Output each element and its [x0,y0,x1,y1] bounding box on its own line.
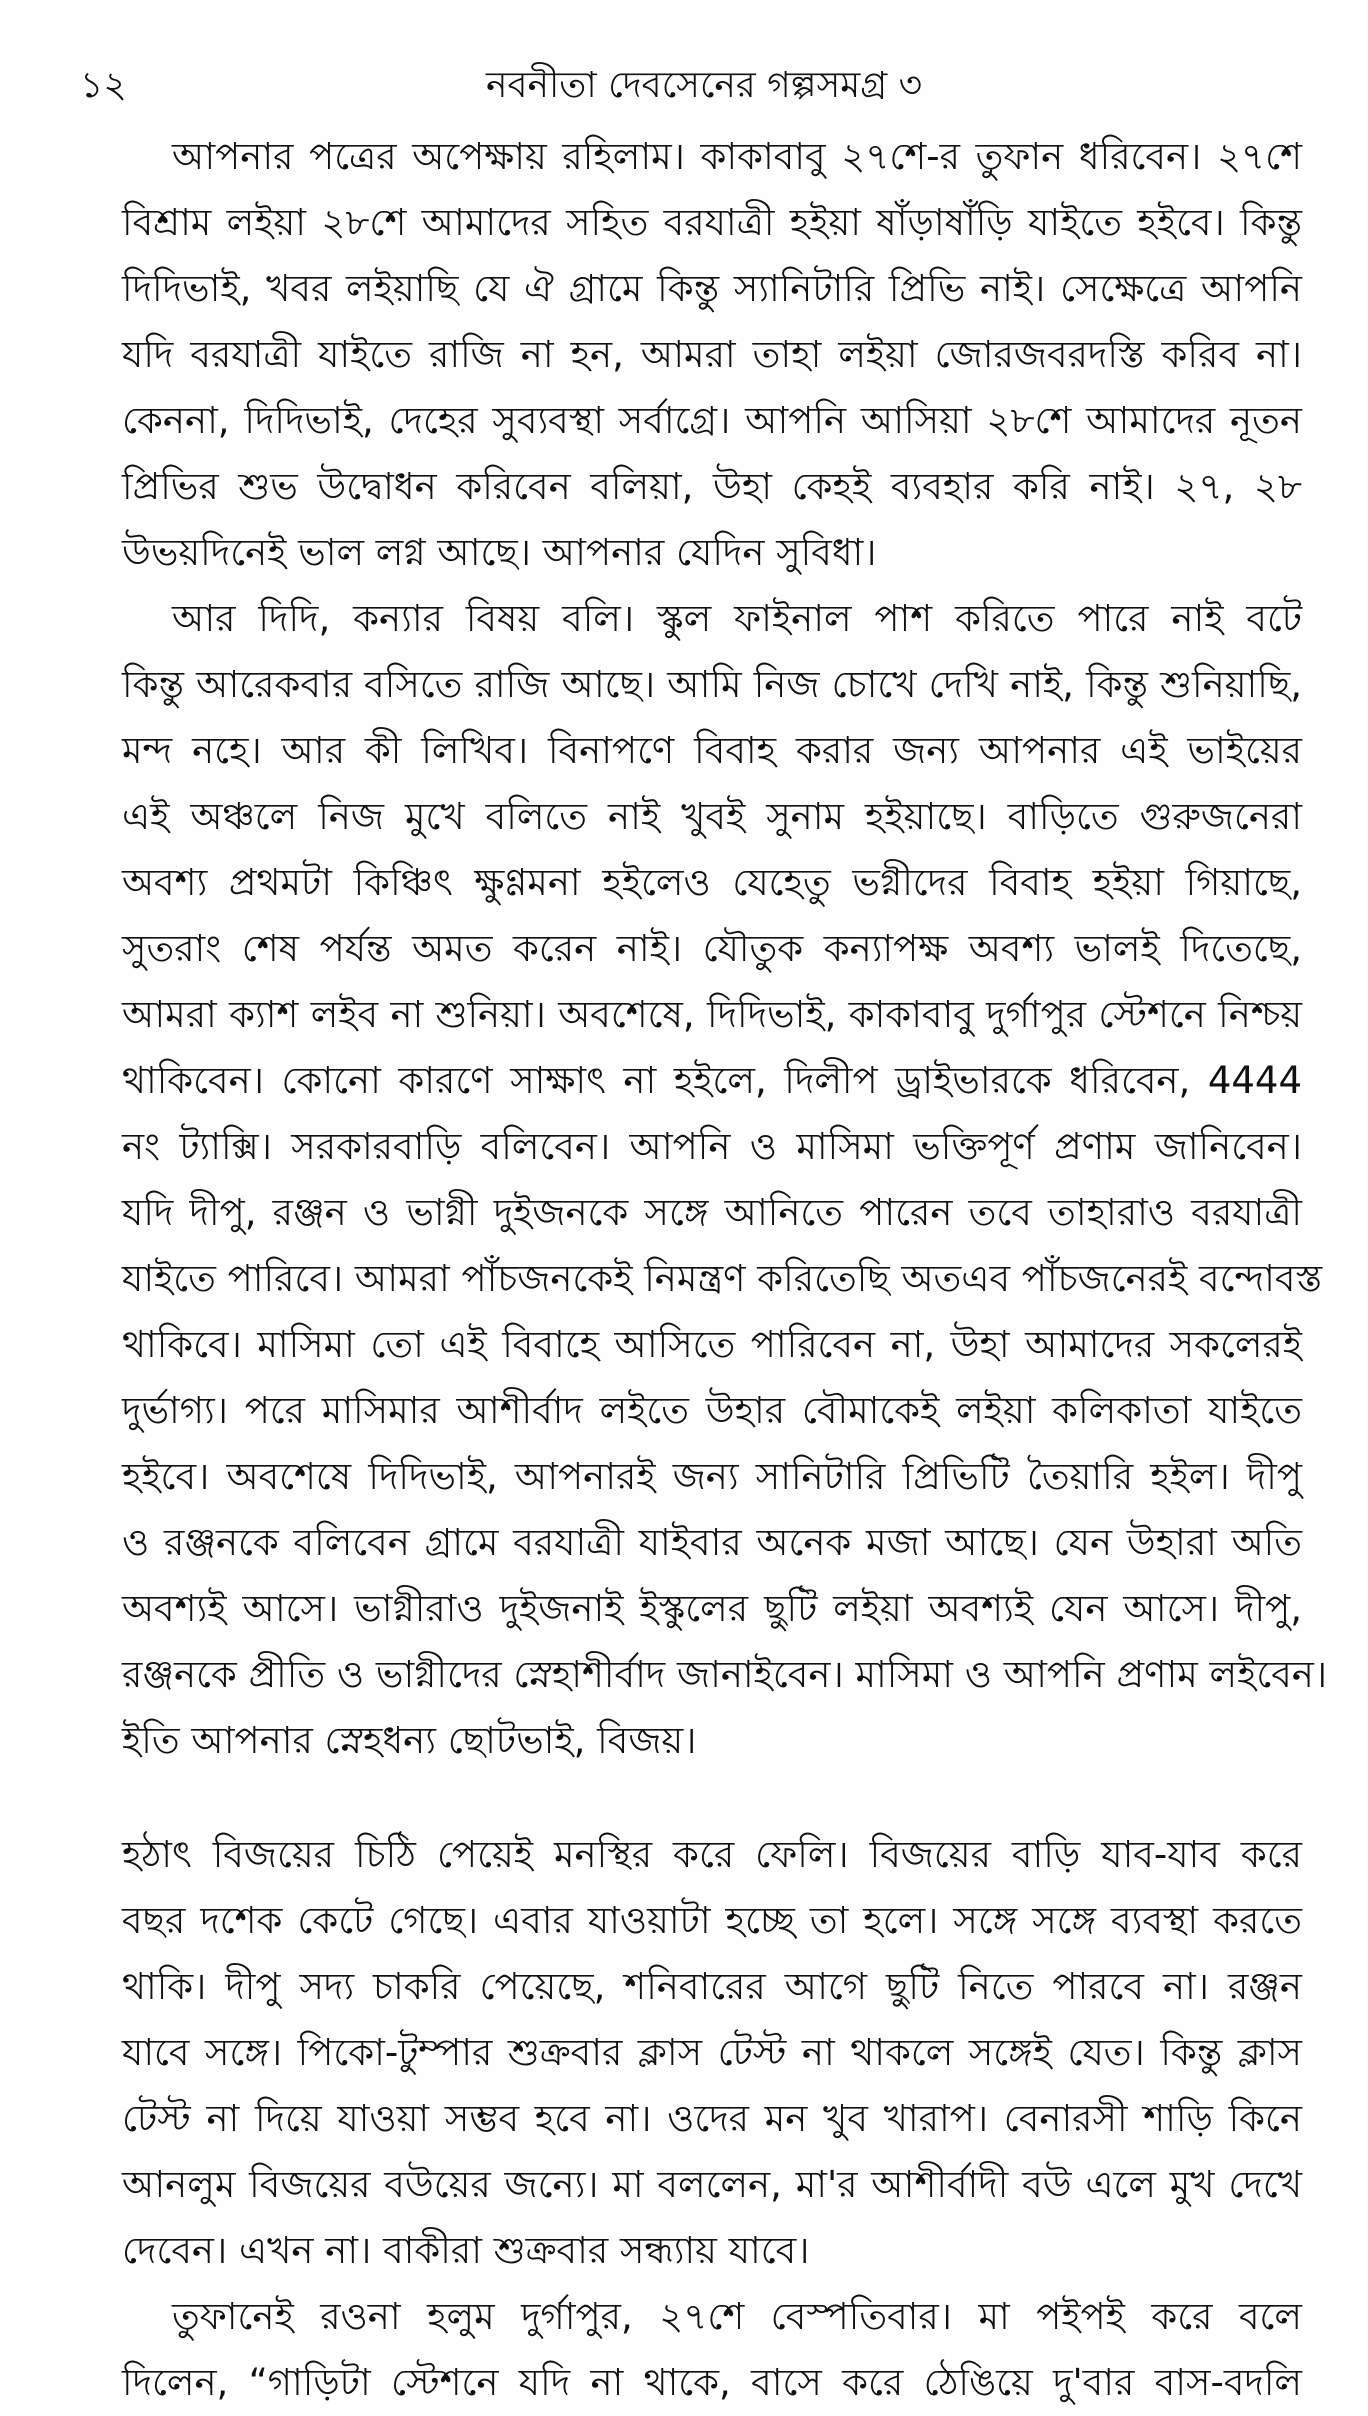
text-line: তুফানেই রওনা হলুম দুর্গাপুর, ২৭শে বেস্পতিবার। মা পইপই করে বলে [172,2295,1302,2338]
text-line: যদি বরযাত্রী যাইতে রাজি না হন, আমরা তাহা লইয়া জোরজবরদস্তি করিব না। [122,333,1302,376]
text-line: নং ট্যাক্সি। সরকারবাড়ি বলিবেন। আপনি ও মাসিমা ভক্তিপূর্ণ প্রণাম জানিবেন। [122,1125,1302,1168]
text-line: কিন্তু আরেকবার বসিতে রাজি আছে। আমি নিজ চোখে দেখি নাই, কিন্তু শুনিয়াছি, [122,663,1302,706]
text-line: অবশ্যই আসে। ভাগ্নীরাও দুইজনাই ইস্কুলের ছুটি লইয়া অবশ্যই যেন আসে। দীপু, [122,1587,1302,1630]
text-line: অবশ্য প্রথমটা কিঞ্চিৎ ক্ষুণ্ণমনা হইলেও যেহেতু ভগ্নীদের বিবাহ হইয়া গিয়াছে, [122,861,1302,904]
book-title: নবনীতা দেবসেনের গল্পসমগ্র ৩ [485,65,923,106]
text-line: এই অঞ্চলে নিজ মুখে বলিতে নাই খুবই সুনাম হইয়াছে। বাড়িতে গুরুজনেরা [122,795,1302,838]
text-line: দিদিভাই, খবর লইয়াছি যে ঐ গ্রামে কিন্তু স্যানিটারি প্রিভি নাই। সেক্ষেত্রে আপনি [122,267,1302,310]
section-gap [122,1774,1302,1822]
text-line: আপনার পত্রের অপেক্ষায় রহিলাম। কাকাবাবু ২৭শে-র তুফান ধরিবেন। ২৭শে [172,135,1302,178]
text-line: যাইতে পারিবে। আমরা পাঁচজনকেই নিমন্ত্রণ করিতেছি অতএব পাঁচজনেরই বন্দোবস্ত [122,1257,1323,1300]
text-line: আর দিদি, কন্যার বিষয় বলি। স্কুল ফাইনাল পাশ করিতে পারে নাই বটে [172,597,1302,640]
running-header [0,58,1368,114]
text-line: দেবেন। এখন না। বাকীরা শুক্রবার সন্ধ্যায় যাবে। [122,2229,810,2272]
text-line: থাকিবে। মাসিমা তো এই বিবাহে আসিতে পারিবেন না, উহা আমাদের সকলেরই [122,1323,1302,1366]
text-line: উভয়দিনেই ভাল লগ্ন আছে। আপনার যেদিন সুবিধা। [122,531,877,574]
text-line: কেননা, দিদিভাই, দেহের সুব্যবস্থা সর্বাগ্রে। আপনি আসিয়া ২৮শে আমাদের নূতন [122,399,1302,442]
text-line: আমরা ক্যাশ লইব না শুনিয়া। অবশেষে, দিদিভাই, কাকাবাবু দুর্গাপুর স্টেশনে নিশ্চয় [122,993,1302,1036]
text-line: হইবে। অবশেষে দিদিভাই, আপনারই জন্য সানিটারি প্রিভিটি তৈয়ারি হইল। দীপু [122,1455,1302,1498]
body-text [122,124,1328,2416]
text-line: যদি দীপু, রঞ্জন ও ভাগ্নী দুইজনকে সঙ্গে আনিতে পারেন তবে তাহারাও বরযাত্রী [122,1191,1302,1234]
text-line: সুতরাং শেষ পর্যন্ত অমত করেন নাই। যৌতুক কন্যাপক্ষ অবশ্য ভালই দিতেছে, [122,927,1302,970]
text-line: প্রিভির শুভ উদ্বোধন করিবেন বলিয়া, উহা কেহই ব্যবহার করি নাই। ২৭, ২৮ [122,465,1302,508]
text-line: রঞ্জনকে প্রীতি ও ভাগ্নীদের স্নেহাশীর্বাদ জানাইবেন। মাসিমা ও আপনি প্রণাম লইবেন। [122,1653,1328,1696]
text-line: হঠাৎ বিজয়ের চিঠি পেয়েই মনস্থির করে ফেলি। বিজয়ের বাড়ি যাব-যাব করে [122,1833,1302,1876]
text-line: থাকিবেন। কোনো কারণে সাক্ষাৎ না হইলে, দিলীপ ড্রাইভারকে ধরিবেন, 4444 [122,1059,1302,1102]
text-line: ও রঞ্জনকে বলিবেন গ্রামে বরযাত্রী যাইবার অনেক মজা আছে। যেন উহারা অতি [122,1521,1302,1564]
page-number: ১২ [80,65,127,106]
text-line: বিশ্রাম লইয়া ২৮শে আমাদের সহিত বরযাত্রী হইয়া ষাঁড়াষাঁড়ি যাইতে হইবে। কিন্তু [122,201,1302,244]
text-line: দিলেন, “গাড়িটা স্টেশনে যদি না থাকে, বাসে করে ঠেঙিয়ে দু'বার বাস-বদলি [122,2361,1302,2404]
text-line: থাকি। দীপু সদ্য চাকরি পেয়েছে, শনিবারের আগে ছুটি নিতে পারবে না। রঞ্জন [122,1965,1302,2008]
text-line: বছর দশেক কেটে গেছে। এবার যাওয়াটা হচ্ছে তা হলে। সঙ্গে সঙ্গে ব্যবস্থা করতে [122,1899,1302,1942]
text-line: আনলুম বিজয়ের বউয়ের জন্যে। মা বললেন, মা'র আশীর্বাদী বউ এলে মুখ দেখে [122,2163,1302,2206]
text-line: মন্দ নহে। আর কী লিখিব। বিনাপণে বিবাহ করার জন্য আপনার এই ভাইয়ের [122,729,1302,772]
text-line: টেস্ট না দিয়ে যাওয়া সম্ভব হবে না। ওদের মন খুব খারাপ। বেনারসী শাড়ি কিনে [122,2097,1302,2140]
text-line: ইতি আপনার স্নেহধন্য ছোটভাই, বিজয়। [122,1719,697,1762]
text-line: যাবে সঙ্গে। পিকো-টুম্পার শুক্রবার ক্লাস টেস্ট না থাকলে সঙ্গেই যেত। কিন্তু ক্লাস [122,2031,1302,2074]
text-line: দুর্ভাগ্য। পরে মাসিমার আশীর্বাদ লইতে উহার বৌমাকেই লইয়া কলিকাতা যাইতে [122,1389,1302,1432]
letter-section [122,124,1328,1774]
narrative-section [122,1822,1302,2416]
